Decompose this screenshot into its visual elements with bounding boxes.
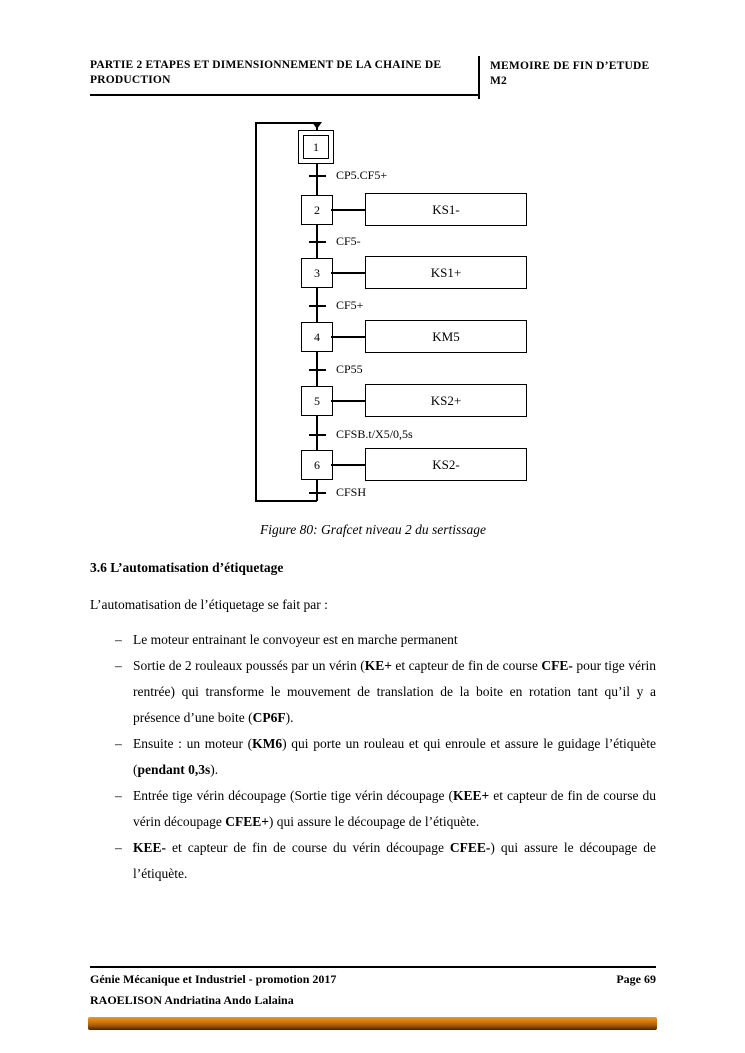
action-label: KS2-	[432, 456, 460, 472]
bullet-dash: –	[115, 632, 122, 647]
transition-label: CF5-	[336, 234, 361, 248]
footer-author: RAOELISON Andriatina Ando Lalaina	[90, 993, 294, 1007]
list-item	[115, 653, 656, 731]
page-header	[90, 58, 656, 100]
grafcet-step-1	[298, 130, 334, 164]
grafcet-step-6	[301, 450, 333, 480]
step-number: 6	[314, 457, 320, 472]
section-intro: L’automatisation de l’étiquetage se fait par :	[90, 597, 328, 612]
bullet-dash: –	[115, 736, 122, 751]
grafcet-action-ks2-minus	[365, 448, 527, 481]
section-heading: 3.6 L’automatisation d’étiquetage	[90, 560, 284, 575]
loop-return-line	[255, 122, 257, 502]
figure-caption: Figure 80: Grafcet niveau 2 du sertissage	[260, 522, 486, 537]
action-label: KM5	[432, 328, 460, 344]
grafcet-diagram	[248, 118, 540, 510]
grafcet-action-ks1-plus	[365, 256, 527, 289]
loop-bottom-line	[255, 500, 317, 502]
transition-tick	[309, 434, 326, 436]
transition-label: CF5+	[336, 298, 364, 312]
step-number: 4	[314, 329, 320, 344]
transition-label: CP5.CF5+	[336, 168, 388, 182]
flow-arrow-icon	[312, 122, 322, 129]
action-label: KS1-	[432, 201, 460, 217]
header-left-line1: PARTIE 2 ETAPES ET DIMENSIONNEMENT DE LA CHAINE DE	[90, 59, 442, 71]
grafcet-step-4	[301, 322, 333, 352]
loop-top-line	[255, 122, 317, 124]
list-item-text: Le moteur entrainant le convoyeur est en marche permanent	[133, 632, 458, 647]
grafcet-step-5	[301, 386, 333, 416]
transition-tick	[309, 241, 326, 243]
header-left-title	[90, 58, 470, 88]
action-connector	[331, 209, 365, 211]
header-rule	[90, 94, 479, 96]
list-item	[115, 731, 656, 783]
list-item	[115, 835, 656, 887]
list-item-text: Ensuite : un moteur (KM6) qui porte un rouleau et qui enroule et assure le guidage l’étiquète (pendant 0,3s).	[133, 736, 656, 777]
transition-tick	[309, 305, 326, 307]
transition-tick	[309, 369, 326, 371]
header-divider	[478, 56, 480, 99]
footer-rule	[90, 966, 656, 968]
initial-step-inner-frame	[303, 135, 329, 159]
step-number: 2	[314, 202, 320, 217]
grafcet-action-ks2-plus	[365, 384, 527, 417]
grafcet-step-2	[301, 195, 333, 225]
action-connector	[331, 336, 365, 338]
list-item-text: Sortie de 2 rouleaux poussés par un vérin (KE+ et capteur de fin de course CFE- pour tige vérin rentrée) qui transforme le mouvement de translation de la boite en rotation tant qu’il y a présence d’une boite (CP6F).	[133, 658, 656, 725]
page-number: Page 69	[616, 972, 656, 986]
list-item	[115, 783, 656, 835]
bullet-dash: –	[115, 658, 122, 673]
header-left-line2: PRODUCTION	[90, 74, 171, 86]
footer-row-1	[90, 972, 656, 987]
footer-promotion: Génie Mécanique et Industriel - promotion 2017	[90, 972, 337, 986]
bullet-dash: –	[115, 788, 122, 803]
list-item-text: KEE- et capteur de fin de course du vérin découpage CFEE-) qui assure le découpage de l’étiquète.	[133, 840, 656, 881]
footer-decorative-bar	[88, 1017, 657, 1030]
grafcet-step-3	[301, 258, 333, 288]
list-item-text: Entrée tige vérin découpage (Sortie tige vérin découpage (KEE+ et capteur de fin de course du vérin découpage CFEE+) qui assure le découpage de l’étiquète.	[133, 788, 656, 829]
bullet-dash: –	[115, 840, 122, 855]
grafcet-main-line	[316, 122, 318, 501]
step-number: 1	[313, 139, 319, 154]
grafcet-action-km5	[365, 320, 527, 353]
transition-tick	[309, 492, 326, 494]
action-connector	[331, 272, 365, 274]
transition-label: CFSH	[336, 485, 367, 499]
transition-tick	[309, 175, 326, 177]
action-label: KS2+	[430, 392, 462, 408]
action-connector	[331, 400, 365, 402]
action-connector	[331, 464, 365, 466]
step-number: 5	[314, 393, 320, 408]
bullet-list	[115, 627, 656, 887]
list-item	[115, 627, 656, 653]
transition-label: CP55	[336, 362, 363, 376]
grafcet-action-ks1-minus	[365, 193, 527, 226]
action-label: KS1+	[430, 264, 462, 280]
header-right-title: MEMOIRE DE FIN D’ETUDE M2	[490, 60, 650, 87]
transition-label: CFSB.t/X5/0,5s	[336, 427, 413, 441]
step-number: 3	[314, 265, 320, 280]
